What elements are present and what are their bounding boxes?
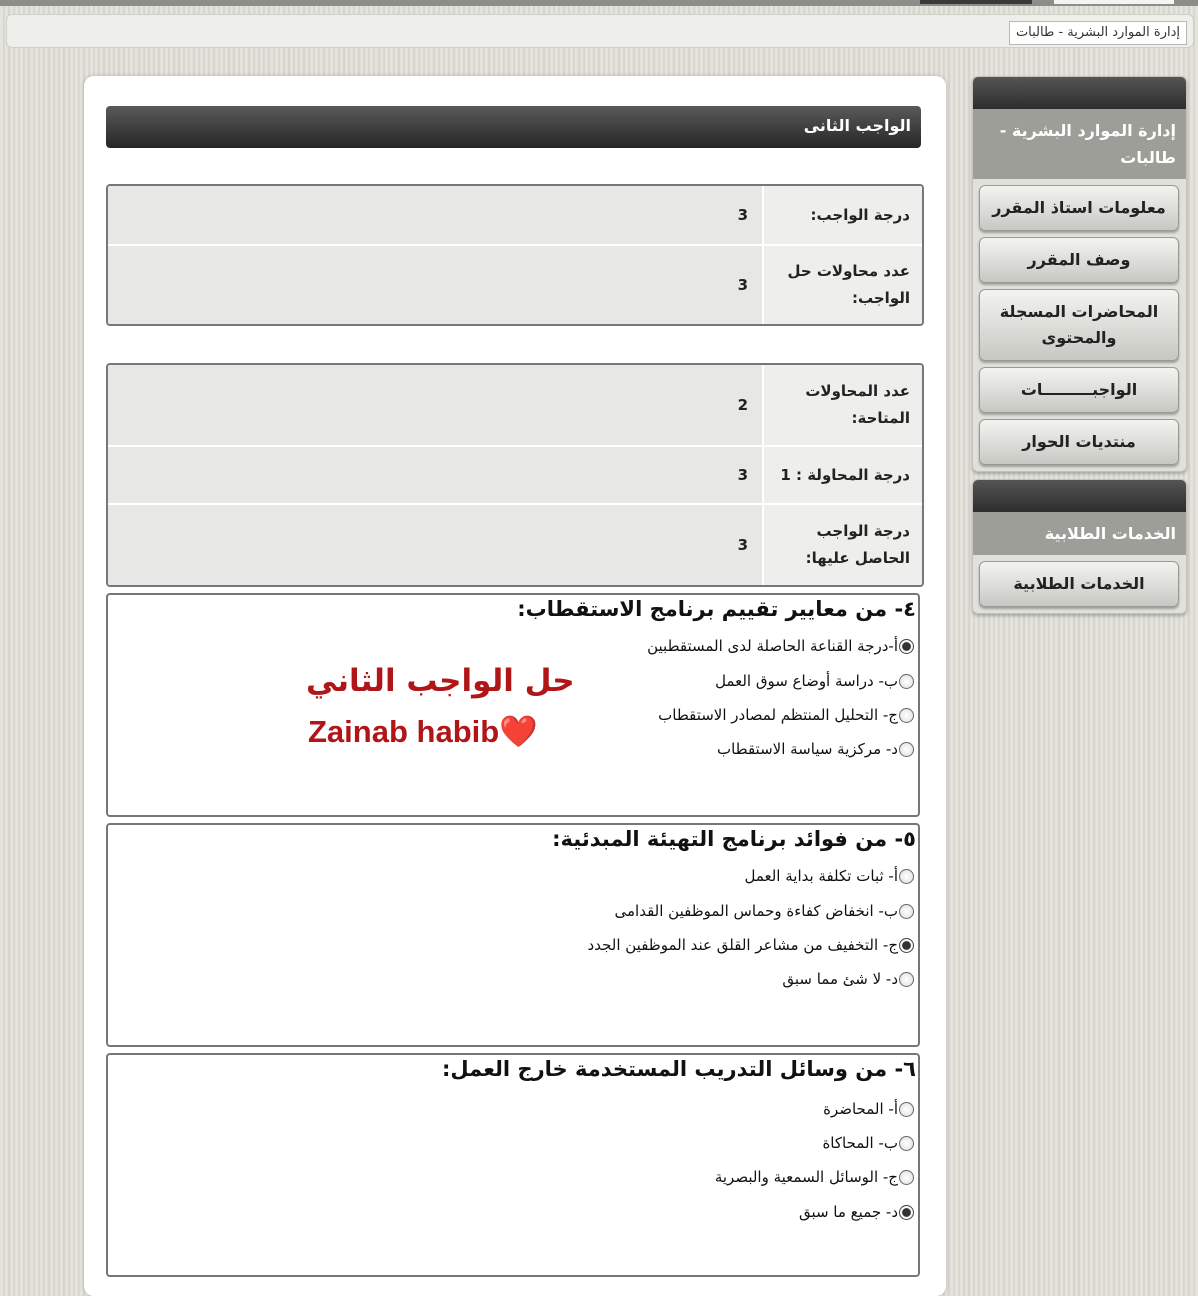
question-title: ٤- من معايير تقييم برنامج الاستقطاب: (517, 597, 916, 621)
answer-option[interactable] (614, 902, 914, 920)
question-card (106, 593, 920, 817)
top-strip (0, 0, 1198, 6)
radio-button[interactable] (899, 972, 914, 987)
option-label: د- لا شئ مما سبق (782, 970, 898, 988)
breadcrumb[interactable]: إدارة الموارد البشرية - طالبات (1009, 21, 1187, 45)
answer-option[interactable] (658, 706, 914, 724)
main-content (84, 76, 946, 1296)
option-label: د- جميع ما سبق (798, 1203, 898, 1221)
answer-option[interactable] (799, 1203, 914, 1221)
row-value: 3 (108, 186, 762, 244)
option-label: ج- التخفيف من مشاعر القلق عند الموظفين الجدد (587, 936, 898, 954)
answer-option[interactable] (782, 970, 914, 988)
assignment-header (106, 106, 921, 148)
option-label: أ-درجة القناعة الحاصلة لدى المستقطبين (647, 637, 898, 655)
top-tab-dark[interactable] (920, 0, 1032, 4)
course-title: إدارة الموارد البشرية - طالبات (973, 109, 1186, 179)
question-card (106, 823, 920, 1047)
radio-button[interactable] (899, 1205, 914, 1220)
table-row (108, 186, 922, 246)
row-label: درجة المحاولة : 1 (762, 447, 922, 503)
table-row (108, 505, 922, 585)
attempt-info-table (106, 363, 924, 587)
radio-button[interactable] (899, 708, 914, 723)
sidebar-item-recorded-lectures[interactable]: المحاضرات المسجلة والمحتوى (979, 289, 1179, 361)
sidebar-item-instructor-info[interactable]: معلومات استاذ المقرر (979, 185, 1179, 231)
table-row (108, 365, 922, 447)
answer-option[interactable] (744, 867, 914, 885)
answer-option[interactable] (717, 740, 914, 758)
radio-button[interactable] (899, 1170, 914, 1185)
table-row (108, 246, 922, 324)
row-label: درجة الواجب الحاصل عليها: (762, 505, 922, 585)
radio-button[interactable] (899, 1136, 914, 1151)
services-title: الخدمات الطلابية (973, 512, 1186, 555)
top-tab-light[interactable] (1054, 0, 1174, 4)
answer-option[interactable] (715, 1168, 914, 1186)
radio-button[interactable] (899, 674, 914, 689)
question-title: ٥- من فوائد برنامج التهيئة المبدئية: (552, 827, 916, 851)
question-title: ٦- من وسائل التدريب المستخدمة خارج العمل: (441, 1057, 916, 1081)
breadcrumb-bar (6, 14, 1194, 48)
option-label: ب- دراسة أوضاع سوق العمل (715, 672, 898, 690)
row-value: 3 (108, 447, 762, 503)
radio-button[interactable] (899, 938, 914, 953)
table-row (108, 447, 922, 505)
sidebar-item-course-description[interactable]: وصف المقرر (979, 237, 1179, 283)
row-label: عدد محاولات حل الواجب: (762, 246, 922, 324)
panel-header-bar (973, 480, 1186, 512)
row-value: 3 (108, 505, 762, 585)
radio-button[interactable] (899, 1102, 914, 1117)
option-label: ب- المحاكاة (822, 1134, 898, 1152)
radio-button[interactable] (899, 869, 914, 884)
option-label: ج- التحليل المنتظم لمصادر الاستقطاب (658, 706, 898, 724)
option-label: أ- ثبات تكلفة بداية العمل (744, 867, 898, 885)
radio-button[interactable] (899, 639, 914, 654)
row-label: درجة الواجب: (762, 186, 922, 244)
answer-option[interactable] (588, 936, 914, 954)
row-label: عدد المحاولات المتاحة: (762, 365, 922, 445)
option-label: ب- انخفاض كفاءة وحماس الموظفين القدامى (614, 902, 898, 920)
radio-button[interactable] (899, 742, 914, 757)
answer-option[interactable] (822, 1134, 914, 1152)
overlay-signature (308, 713, 538, 750)
option-label: أ- المحاضرة (823, 1100, 898, 1118)
option-label: ج- الوسائل السمعية والبصرية (714, 1168, 898, 1186)
assignment-info-table (106, 184, 924, 326)
answer-option[interactable] (647, 637, 914, 655)
radio-button[interactable] (899, 904, 914, 919)
student-services-panel (972, 479, 1187, 614)
panel-header-bar (973, 77, 1186, 109)
assignment-title: الواجب الثانى (803, 116, 911, 135)
overlay-title: حل الواجب الثاني (306, 663, 575, 699)
option-label: د- مركزية سياسة الاستقطاب (716, 740, 898, 758)
question-card (106, 1053, 920, 1277)
course-menu-panel (972, 76, 1187, 472)
row-value: 2 (108, 365, 762, 445)
sidebar-item-assignments[interactable]: الواجبـــــــــات (979, 367, 1179, 413)
heart-icon: ❤️ (499, 714, 538, 749)
answer-option[interactable] (823, 1100, 914, 1118)
sidebar-item-forums[interactable]: منتديات الحوار (979, 419, 1179, 465)
student-services-button[interactable]: الخدمات الطلابية (979, 561, 1179, 607)
answer-option[interactable] (715, 672, 914, 690)
overlay-name: Zainab habib (308, 714, 500, 749)
row-value: 3 (108, 246, 762, 324)
